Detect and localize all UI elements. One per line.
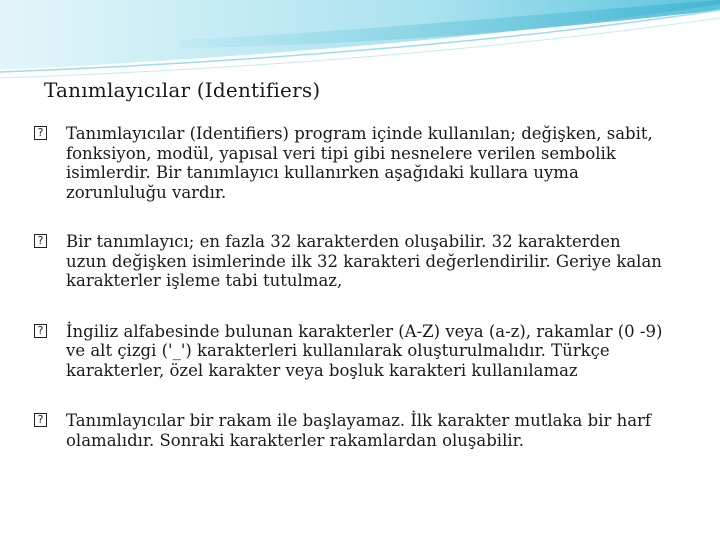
bullet-item [34,232,664,291]
bullet-list [34,124,664,450]
bullet-marker-icon: ? [34,234,47,248]
bullet-marker-icon: ? [34,126,47,140]
bullet-marker-icon: ? [34,324,47,338]
bullet-marker-icon: ? [34,413,47,427]
bullet-text: Tanımlayıcılar bir rakam ile başlayamaz. İlk karakter mutlaka bir harf olamalıdır. Sonraki karakterler rakamlardan oluşabilir. [66,411,652,450]
bullet-item [34,411,664,450]
bullet-text: Tanımlayıcılar (Identifiers) program içinde kullanılan; değişken, sabit, fonksiyon, modül, yapısal veri tipi gibi nesnelere verilen sembolik isimlerdir. Bir tanımlayıcı kullanırken aşağıdaki kullara uyma zorunluluğu vardır. [66,124,653,202]
bullet-item [34,322,664,381]
bullet-text: İngiliz alfabesinde bulunan karakterler (A-Z) veya (a-z), rakamlar (0 -9) ve alt çizgi ('_') karakterleri kullanılarak oluşturulmalıdır. Türkçe karakterler, özel karakter veya boşluk karakteri kullanılamaz [66,321,663,380]
bullet-item [34,124,664,202]
bullet-text: Bir tanımlayıcı; en fazla 32 karakterden oluşabilir. 32 karakterden uzun değişken isimlerinde ilk 32 karakteri değerlendirilir. Geriye kalan karakterler işleme tabi tutulmaz, [66,232,662,290]
slide-title: Tanımlayıcılar (Identifiers) [44,78,321,102]
